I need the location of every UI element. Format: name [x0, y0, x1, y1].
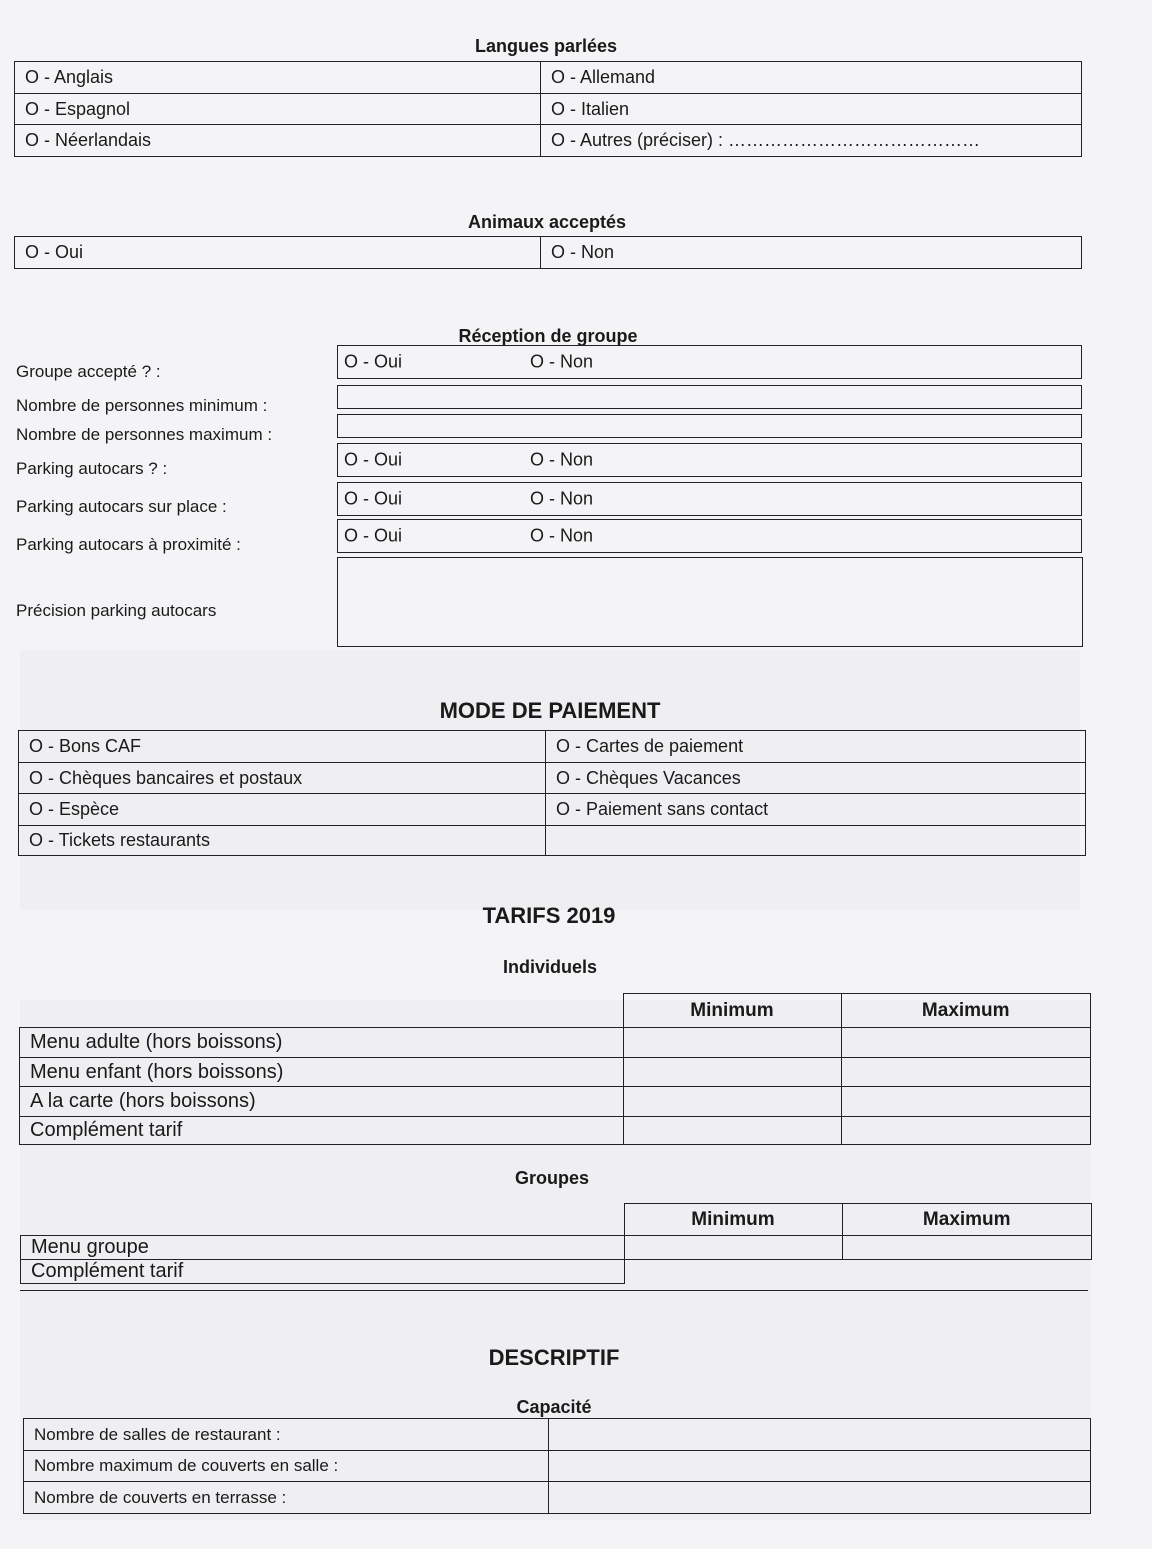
row-nombre-salles: Nombre de salles de restaurant : [24, 1419, 549, 1451]
section-title-payment: MODE DE PAIEMENT [439, 698, 661, 723]
subtitle-groupes: Groupes [514, 1168, 589, 1188]
complement-tarif-min[interactable] [623, 1117, 841, 1145]
tarifs-groupes-table [20, 1203, 1092, 1284]
groupe-accepte-non[interactable]: O - Non [530, 351, 594, 372]
label-parking-autocars: Parking autocars ? : [16, 459, 168, 478]
parking-autocars-oui[interactable]: O - Oui [344, 449, 403, 470]
a-la-carte-max[interactable] [841, 1087, 1091, 1117]
table-bottom-rule [20, 1290, 1088, 1291]
animals-non[interactable]: O - Non [541, 237, 1082, 269]
tarifs-individuels-table [19, 993, 1091, 1145]
label-nombre-min: Nombre de personnes minimum : [16, 396, 268, 415]
option-autres[interactable]: O - Autres (préciser) : …………………………………… [541, 125, 1082, 157]
menu-adulte-max[interactable] [841, 1028, 1091, 1058]
header-minimum: Minimum [624, 1204, 842, 1236]
section-title-languages: Langues parlées [474, 36, 618, 56]
payment-cartes[interactable]: O - Cartes de paiement [546, 731, 1086, 763]
label-groupe-accepte: Groupe accepté ? : [16, 362, 161, 381]
a-la-carte-min[interactable] [623, 1087, 841, 1117]
parking-sur-place-oui[interactable]: O - Oui [344, 488, 403, 509]
payment-cheques-vacances[interactable]: O - Chèques Vacances [546, 763, 1086, 794]
option-espagnol[interactable]: O - Espagnol [15, 94, 541, 125]
parking-proximite-non[interactable]: O - Non [530, 525, 594, 546]
languages-table [14, 61, 1082, 157]
parking-sur-place-non[interactable]: O - Non [530, 488, 594, 509]
menu-groupe-min[interactable] [624, 1236, 842, 1260]
label-nombre-max: Nombre de personnes maximum : [16, 425, 273, 444]
header-maximum: Maximum [842, 1204, 1092, 1236]
precision-parking-field[interactable] [337, 557, 1083, 647]
row-couverts-salle: Nombre maximum de couverts en salle : [24, 1451, 549, 1482]
animals-table [14, 236, 1082, 269]
empty-cell [624, 1260, 842, 1284]
section-title-descriptif: DESCRIPTIF [488, 1345, 620, 1370]
parking-autocars-field[interactable] [337, 443, 1082, 477]
payment-sans-contact[interactable]: O - Paiement sans contact [546, 794, 1086, 826]
subtitle-capacite: Capacité [516, 1397, 592, 1417]
parking-proximite-field[interactable] [337, 519, 1082, 553]
section-title-group: Réception de groupe [458, 326, 638, 346]
payment-tickets-restaurants[interactable]: O - Tickets restaurants [19, 826, 546, 856]
animals-oui[interactable]: O - Oui [15, 237, 541, 269]
payment-empty-cell [546, 826, 1086, 856]
option-italien[interactable]: O - Italien [541, 94, 1082, 125]
groupe-accepte-field[interactable] [337, 345, 1082, 379]
menu-adulte-min[interactable] [623, 1028, 841, 1058]
nombre-salles-field[interactable] [549, 1419, 1091, 1451]
parking-autocars-non[interactable]: O - Non [530, 449, 594, 470]
nombre-min-field[interactable] [337, 385, 1082, 409]
row-menu-enfant: Menu enfant (hors boissons) [20, 1058, 624, 1087]
payment-cheques-bancaires[interactable]: O - Chèques bancaires et postaux [19, 763, 546, 794]
row-menu-adulte: Menu adulte (hors boissons) [20, 1028, 624, 1058]
payment-espece[interactable]: O - Espèce [19, 794, 546, 826]
complement-tarif-max[interactable] [841, 1117, 1091, 1145]
empty-cell [842, 1260, 1092, 1284]
section-title-animals: Animaux acceptés [467, 212, 627, 232]
header-blank [20, 994, 624, 1028]
row-a-la-carte: A la carte (hors boissons) [20, 1087, 624, 1117]
option-anglais[interactable]: O - Anglais [15, 62, 541, 94]
option-allemand[interactable]: O - Allemand [541, 62, 1082, 94]
header-maximum: Maximum [841, 994, 1091, 1028]
label-precision-parking: Précision parking autocars [16, 601, 217, 620]
subtitle-individuels: Individuels [502, 957, 598, 977]
groupe-accepte-oui[interactable]: O - Oui [344, 351, 403, 372]
row-couverts-terrasse: Nombre de couverts en terrasse : [24, 1482, 549, 1514]
menu-enfant-min[interactable] [623, 1058, 841, 1087]
label-parking-sur-place: Parking autocars sur place : [16, 497, 227, 516]
row-menu-groupe: Menu groupe [21, 1236, 625, 1260]
capacite-table [23, 1418, 1091, 1514]
nombre-max-field[interactable] [337, 414, 1082, 438]
header-minimum: Minimum [623, 994, 841, 1028]
parking-sur-place-field[interactable] [337, 482, 1082, 516]
menu-groupe-max[interactable] [842, 1236, 1092, 1260]
label-parking-proximite: Parking autocars à proximité : [16, 535, 241, 554]
row-complement-tarif-groupe: Complément tarif [21, 1260, 625, 1284]
section-title-tarifs: TARIFS 2019 [482, 903, 616, 928]
payment-bons-caf[interactable]: O - Bons CAF [19, 731, 546, 763]
payment-table [18, 730, 1086, 856]
row-complement-tarif: Complément tarif [20, 1117, 624, 1145]
option-neerlandais[interactable]: O - Néerlandais [15, 125, 541, 157]
menu-enfant-max[interactable] [841, 1058, 1091, 1087]
couverts-salle-field[interactable] [549, 1451, 1091, 1482]
header-blank [21, 1204, 625, 1236]
couverts-terrasse-field[interactable] [549, 1482, 1091, 1514]
parking-proximite-oui[interactable]: O - Oui [344, 525, 403, 546]
